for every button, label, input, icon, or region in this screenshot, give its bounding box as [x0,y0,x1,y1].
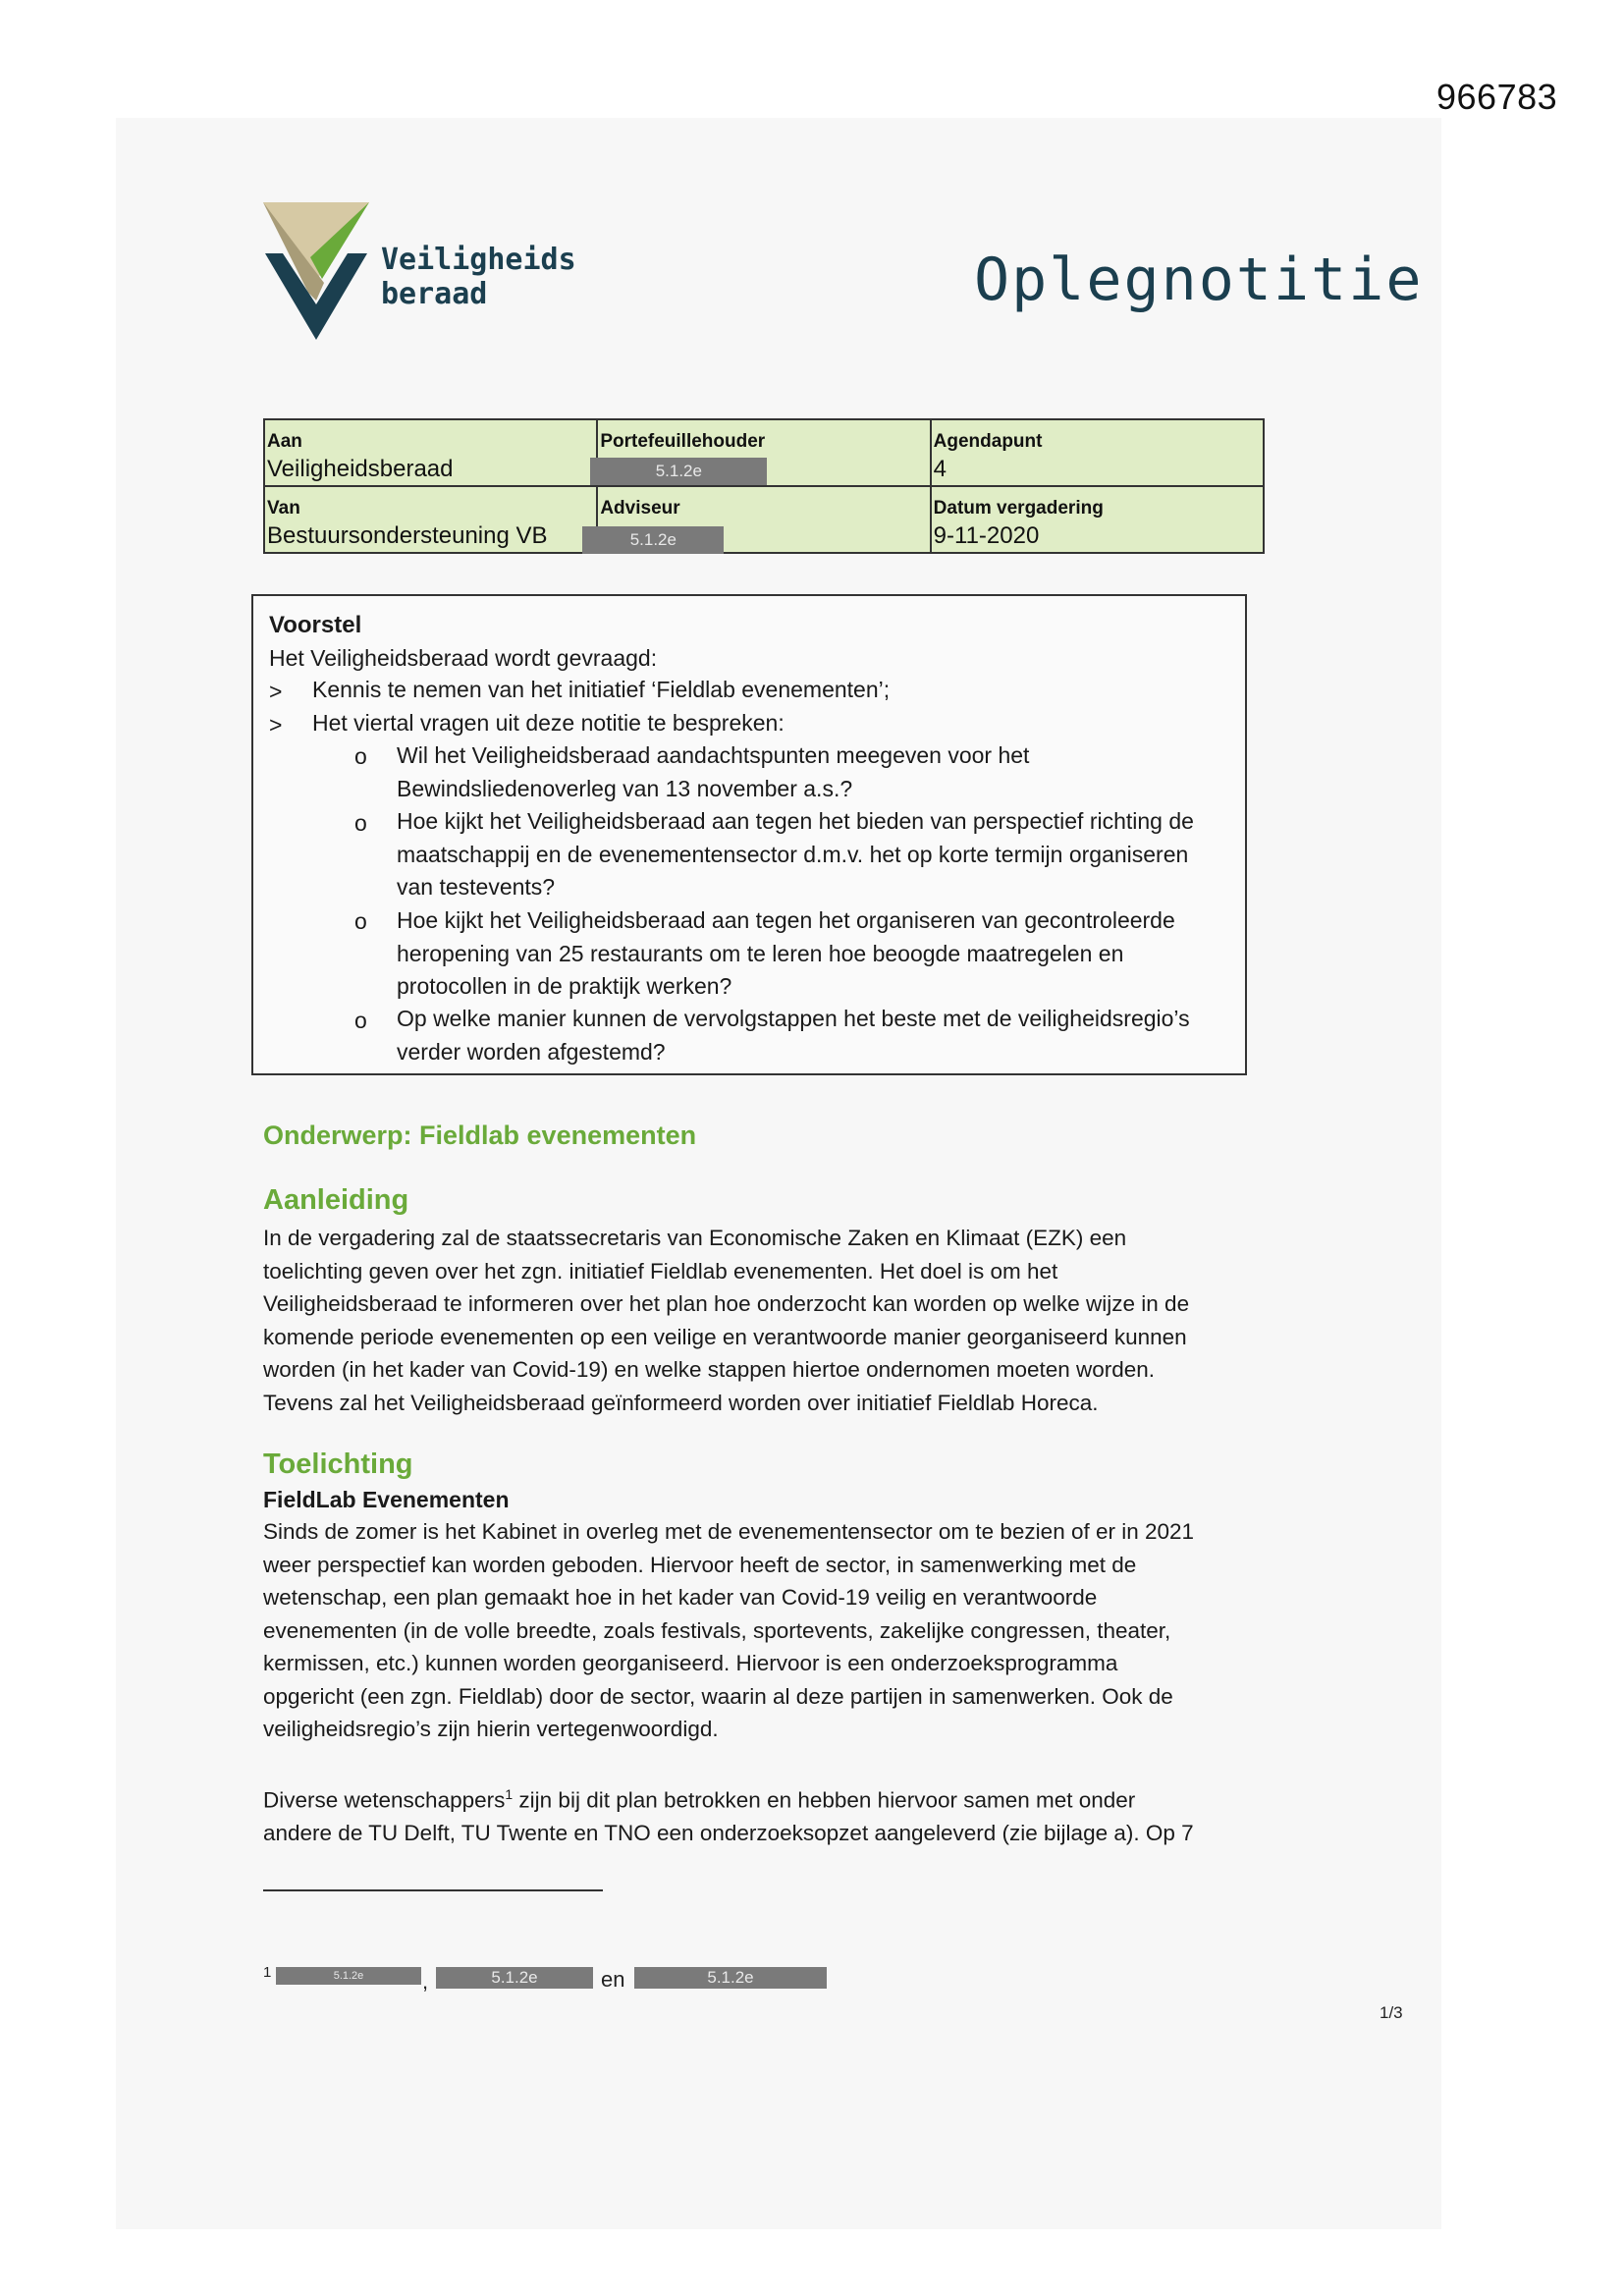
aanleiding-paragraph [263,1222,1265,1419]
subject-heading: Onderwerp: Fieldlab evenementen [263,1121,697,1150]
adviseur-redaction: 5.1.2e [582,526,724,554]
aan-label: Aan [267,431,302,452]
footnote-redaction: 5.1.2e [276,1967,421,1985]
subitem-line: Bewindsliedenoverleg van 13 november a.s.? [397,775,853,801]
paragraph-line: worden (in het kader van Covid-19) en welke stappen hiertoe ondernomen moeten worden. [263,1357,1156,1382]
subitem-line: van testevents? [397,874,556,900]
proposal-title: Voorstel [269,612,362,638]
meta-cell-aan [264,419,597,486]
footnote-redaction: 5.1.2e [436,1967,593,1989]
subitem-line: maatschappij en de evenementensector d.m.v. het op korte termijn organiseren [397,841,1189,867]
logo-text [381,243,576,311]
subitem-line: heropening van 25 restaurants om te leren hoe beoogde maatregelen en [397,940,1124,966]
meta-table [263,418,1265,554]
paragraph-line: toelichting geven over het zgn. initiatief Fieldlab evenementen. Het doel is om het [263,1258,1058,1284]
toelichting-paragraph-2 [263,1778,1265,1850]
aanleiding-heading: Aanleiding [263,1184,409,1216]
subitem-line: Hoe kijkt het Veiligheidsberaad aan tegen het bieden van perspectief richting de [397,808,1194,834]
document-type-title: Oplegnotitie [974,246,1424,314]
sub-bullet-marker: o [354,1008,367,1033]
paragraph-line: weer perspectief kan worden geboden. Hiervoor heeft de sector, in samenwerking met de [263,1552,1137,1577]
agendapunt-label: Agendapunt [933,431,1043,452]
paragraph-line: In de vergadering zal de staatssecretaris van Economische Zaken en Klimaat (EZK) een [263,1226,1127,1250]
proposal-subitem [397,1003,1190,1068]
footnote-divider [263,1889,603,1891]
paragraph-line: Tevens zal het Veiligheidsberaad geïnformeerd worden over initiatief Fieldlab Horeca. [263,1390,1099,1415]
meta-cell-agendapunt [931,419,1264,486]
proposal-intro: Het Veiligheidsberaad wordt gevraagd: [269,645,658,671]
page-number: 1/3 [1380,2003,1403,2022]
proposal-box [251,594,1247,1075]
proposal-subitem [397,739,1029,805]
datum-value: 9-11-2020 [933,522,1040,549]
paragraph-line: wetenschap, een plan gemaakt hoe in het kader van Covid-19 veilig en verantwoorde [263,1585,1098,1610]
paragraph-line [263,1778,1265,1817]
paragraph-text: zijn bij dit plan betrokken en hebben hiervoor samen met onder [513,1787,1136,1813]
footnote-number: 1 [263,1964,272,1981]
sub-bullet-marker: o [354,908,367,934]
sub-bullet-marker: o [354,810,367,836]
portefeuillehouder-label: Portefeuillehouder [600,431,766,452]
toelichting-heading: Toelichting [263,1449,413,1480]
footnote-comma: , [422,1969,429,1994]
bullet-marker: > [269,712,283,738]
toelichting-paragraph [263,1515,1265,1746]
subitem-line: Wil het Veiligheidsberaad aandachtspunten meegeven voor het [397,742,1030,768]
paragraph-line: Veiligheidsberaad te informeren over het plan hoe onderzocht kan worden op welke wijze in de [263,1291,1190,1316]
paragraph-line: komende periode evenementen op een veilige en verantwoorde manier georganiseerd kunnen [263,1324,1187,1349]
document-id: 966783 [1436,77,1558,117]
paragraph-line: opgericht (een zgn. Fieldlab) door de sector, waarin al deze partijen in samenwerken. Ook de [263,1683,1173,1709]
aan-value: Veiligheidsberaad [267,456,454,482]
adviseur-label: Adviseur [600,498,680,519]
logo-text-line1: Veiligheids [381,243,576,277]
proposal-subitem [397,805,1194,904]
meta-cell-van [264,486,597,553]
subitem-line: verder worden afgestemd? [397,1038,666,1065]
paragraph-line: andere de TU Delft, TU Twente en TNO een onderzoeksopzet aangeleverd (zie bijlage a). Op 7 [263,1821,1194,1845]
subitem-line: Hoe kijkt het Veiligheidsberaad aan tegen het organiseren van gecontroleerde [397,907,1175,933]
agendapunt-value: 4 [933,456,947,482]
paragraph-text: Diverse wetenschappers [263,1787,506,1813]
sub-bullet-marker: o [354,743,367,769]
proposal-bullet: Kennis te nemen van het initiatief ‘Fieldlab evenementen’; [312,677,891,702]
meta-cell-adviseur [597,486,930,553]
subitem-line: protocollen in de praktijk werken? [397,973,732,999]
proposal-subitem [397,904,1175,1004]
van-value: Bestuursondersteuning VB [267,522,548,549]
portefeuillehouder-redaction: 5.1.2e [590,458,767,485]
subitem-line: Op welke manier kunnen de vervolgstappen het beste met de veiligheidsregio’s [397,1006,1190,1031]
footnote-conjunction: en [601,1967,625,1992]
bullet-marker: > [269,679,283,704]
paragraph-line: evenementen (in de volle breedte, zoals festivals, sportevents, zakelijke congressen, theater, [263,1617,1171,1643]
meta-cell-portefeuillehouder [597,419,930,486]
paragraph-line: kermissen, etc.) kunnen worden georganiseerd. Hiervoor is een onderzoeksprogramma [263,1651,1118,1675]
van-label: Van [267,498,300,519]
proposal-bullet: Het viertal vragen uit deze notitie te bespreken: [312,710,785,736]
footnote-reference[interactable]: 1 [505,1786,514,1802]
meta-cell-datum [931,486,1264,553]
footnote-redaction: 5.1.2e [634,1967,827,1989]
logo-text-line2: beraad [381,277,488,311]
fieldlab-subheading: FieldLab Evenementen [263,1487,510,1512]
paragraph-line: Sinds de zomer is het Kabinet in overleg met de evenementensector om te bezien of er in 2021 [263,1519,1195,1544]
datum-label: Datum vergadering [933,498,1104,519]
paragraph-line: veiligheidsregio’s zijn hierin vertegenwoordigd. [263,1717,719,1741]
